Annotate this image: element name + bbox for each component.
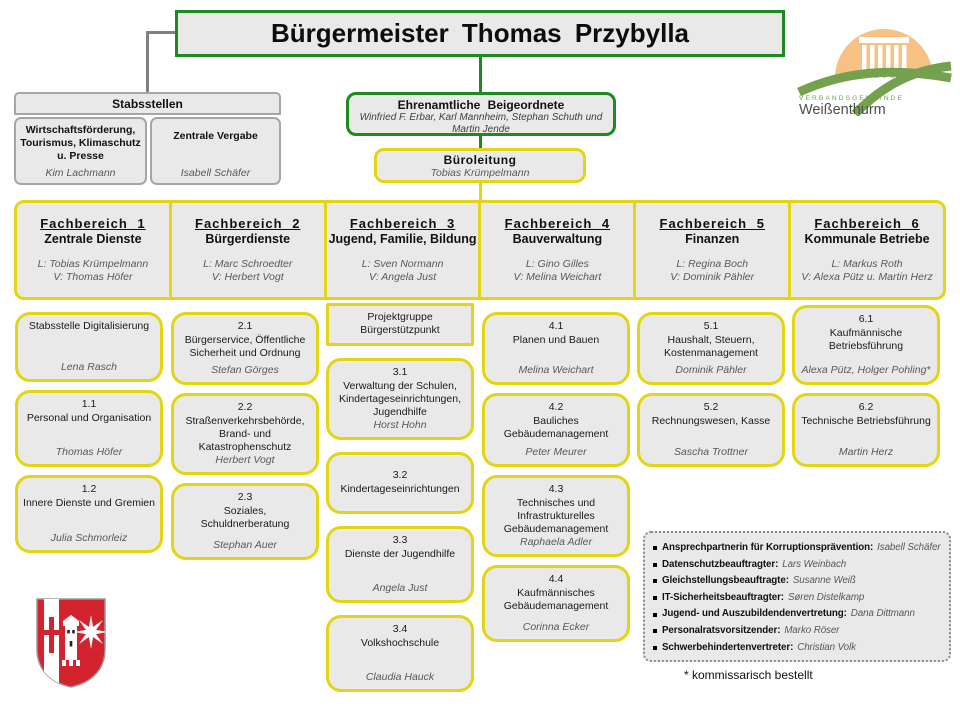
connector-line xyxy=(479,57,482,92)
box-title: Stabsstelle Digitalisierung xyxy=(28,320,150,332)
fachbereich-1-column xyxy=(15,312,163,553)
fachbereich-title: Fachbereich 6 xyxy=(814,216,920,231)
box-person: Peter Meurer xyxy=(525,446,587,458)
org-box-5-1 xyxy=(637,312,785,385)
box-person: Melina Weichart xyxy=(518,364,594,376)
box-person: Raphaela Adler xyxy=(520,536,592,549)
fachbereich-3-header xyxy=(324,203,479,297)
box-title: Kaufmännisches Gebäudemanagement xyxy=(503,586,609,612)
shield-star xyxy=(74,615,108,649)
bueroleitung-box xyxy=(374,148,586,183)
officer-role: Personalratsvorsitzender: xyxy=(662,624,781,636)
box-number: 4.4 xyxy=(548,573,564,586)
officer-name: Christian Volk xyxy=(797,641,856,653)
connector-line xyxy=(146,31,177,34)
fachbereich-6-column xyxy=(792,305,940,467)
deputy-line: V: Thomas Höfer xyxy=(53,271,133,284)
box-number: 1.2 xyxy=(81,483,97,495)
deputy-line: V: Angela Just xyxy=(369,271,437,284)
box-title: Ehrenamtliche Beigeordnete xyxy=(397,98,565,112)
officer-row xyxy=(653,640,943,657)
logo-swoosh-1 xyxy=(799,72,951,92)
projektgruppe-box xyxy=(326,303,474,346)
fachbereich-5-column xyxy=(637,312,785,467)
officer-role: Jugend- und Auszubildendenvertretung: xyxy=(662,608,847,620)
fachbereich-4-column xyxy=(482,312,630,642)
org-box-3-4 xyxy=(326,615,474,692)
org-box-1-1 xyxy=(15,390,163,467)
org-box-2-2 xyxy=(171,393,319,475)
officer-row xyxy=(653,540,943,557)
box-person: Dominik Pähler xyxy=(675,364,747,376)
leader-line: L: Regina Boch xyxy=(676,257,749,270)
box-title: Kaufmännische Betriebsführung xyxy=(828,326,904,352)
box-person: Stefan Görges xyxy=(211,364,279,376)
box-number: 5.1 xyxy=(703,320,719,332)
officer-role: Gleichstellungsbeauftragte: xyxy=(662,575,789,587)
officer-row xyxy=(653,573,943,590)
box-number: 2.3 xyxy=(237,491,253,504)
box-number: 3.1 xyxy=(392,366,408,379)
box-number: 6.1 xyxy=(858,313,874,325)
box-title: Projektgruppe Bürgerstützpunkt xyxy=(360,311,440,337)
fachbereich-title: Fachbereich 2 xyxy=(195,216,301,231)
stab-box-wirtschaftsfoerderung xyxy=(14,117,147,185)
officer-row xyxy=(653,606,943,623)
officer-role: Ansprechpartnerin für Korruptionsprävention: xyxy=(662,542,874,553)
connector-line xyxy=(479,136,482,148)
box-person: Julia Schmorleiz xyxy=(50,532,128,544)
leader-line: L: Gino Gilles xyxy=(525,257,589,270)
officer-name: Dana Dittmann xyxy=(850,608,915,620)
org-box-1-2 xyxy=(15,475,163,553)
box-title: Personal und Organisation xyxy=(26,411,152,424)
box-person: Corinna Ecker xyxy=(522,621,590,634)
fachbereich-4-header xyxy=(478,203,633,297)
org-box-4-2 xyxy=(482,393,630,467)
box-title: Büroleitung xyxy=(443,153,517,167)
fachbereich-2-header xyxy=(169,203,324,297)
officer-name: Lars Weinbach xyxy=(782,558,847,570)
box-number: 3.2 xyxy=(392,469,408,482)
deputy-line: V: Alexa Pütz u. Martin Herz xyxy=(801,271,933,284)
bullet-icon xyxy=(653,613,657,617)
fachbereich-2-column xyxy=(171,312,319,560)
fachbereich-title: Fachbereich 1 xyxy=(40,216,146,231)
box-person: Stephan Auer xyxy=(213,539,277,552)
bullet-icon xyxy=(653,629,657,633)
box-person: Herbert Vogt xyxy=(215,454,275,467)
box-number: 2.2 xyxy=(237,401,253,413)
box-person: Isabell Schäfer xyxy=(180,167,251,179)
deputy-line: V: Herbert Vogt xyxy=(211,271,284,284)
box-person: Lena Rasch xyxy=(60,361,118,373)
connector-line xyxy=(479,183,482,200)
org-box-4-4 xyxy=(482,565,630,642)
box-title: Straßenverkehrsbehörde, Brand- und Katastrophenschutz xyxy=(185,414,305,453)
box-person: Winfried F. Erbar, Karl Mannheim, Stephan Schuth und Martin Jende xyxy=(359,112,603,135)
box-person: Tobias Krümpelmann xyxy=(430,167,530,179)
officer-name: Susanne Weiß xyxy=(792,575,856,587)
box-number: 2.1 xyxy=(237,320,253,332)
box-number: 6.2 xyxy=(858,401,874,413)
box-person: Thomas Höfer xyxy=(55,446,123,458)
box-title: Rechnungswesen, Kasse xyxy=(651,414,771,427)
bullet-icon xyxy=(653,563,657,567)
fachbereich-3-column xyxy=(326,303,474,692)
box-title: Dienste der Jugendhilfe xyxy=(344,547,456,560)
fachbereich-subtitle: Kommunale Betriebe xyxy=(804,232,930,246)
logo-line1: VERBANDSGEMEINDE xyxy=(799,95,905,102)
box-person: Martin Herz xyxy=(838,446,894,458)
box-person: Alexa Pütz, Holger Pohling* xyxy=(801,364,931,376)
fachbereich-6-header xyxy=(788,203,943,297)
box-title: Verwaltung der Schulen, Kindertageseinrichtungen, Jugendhilfe xyxy=(338,379,461,419)
box-person: Horst Hohn xyxy=(373,419,427,432)
box-title: Volkshochschule xyxy=(360,636,440,649)
box-title: Bürgerservice, Öffentliche Sicherheit und Ordnung xyxy=(184,333,306,359)
box-person: Sascha Trottner xyxy=(674,446,748,458)
fachbereich-header-row xyxy=(14,200,946,300)
fachbereich-title: Fachbereich 4 xyxy=(504,216,611,231)
officer-name: Isabell Schäfer xyxy=(877,542,941,553)
org-box-2-3 xyxy=(171,483,319,560)
box-title: Planen und Bauen xyxy=(512,333,600,346)
fachbereich-subtitle: Jugend, Familie, Bildung xyxy=(328,232,477,246)
box-title: Innere Dienste und Gremien xyxy=(23,496,155,509)
officer-role: IT-Sicherheitsbeauftragter: xyxy=(662,591,784,603)
bullet-icon xyxy=(653,579,657,583)
officer-row xyxy=(653,623,943,640)
box-title: Haushalt, Steuern, Kostenmanagement xyxy=(664,333,758,359)
box-number: 4.1 xyxy=(548,320,564,332)
officer-row xyxy=(653,557,943,574)
box-person: Claudia Hauck xyxy=(365,671,435,684)
bullet-icon xyxy=(653,546,657,550)
logo-architrave xyxy=(859,37,909,43)
page-title xyxy=(175,10,785,57)
box-title: Kindertageseinrichtungen xyxy=(340,483,460,496)
box-title: Soziales, Schuldnerberatung xyxy=(200,504,290,530)
officer-role: Schwerbehindertenvertreter: xyxy=(662,641,794,653)
mayor-title-text: Bürgermeister Thomas Przybylla xyxy=(270,18,690,48)
leader-line: L: Tobias Krümpelmann xyxy=(37,257,149,270)
coat-of-arms xyxy=(34,597,108,689)
org-box-6-2 xyxy=(792,393,940,467)
officer-name: Søren Distelkamp xyxy=(787,591,865,603)
fachbereich-1-header xyxy=(17,203,169,297)
org-box-5-2 xyxy=(637,393,785,467)
stabsstellen-header-label: Stabsstellen xyxy=(112,96,183,111)
fachbereich-subtitle: Finanzen xyxy=(685,232,740,246)
box-person: Kim Lachmann xyxy=(45,167,116,179)
fachbereich-subtitle: Zentrale Dienste xyxy=(44,232,142,246)
bullet-icon xyxy=(653,646,657,650)
box-number: 4.3 xyxy=(548,483,564,495)
org-box-4-3 xyxy=(482,475,630,557)
logo-line2: Weißenthurm xyxy=(799,102,886,116)
connector-line xyxy=(146,31,149,92)
deputy-line: V: Dominik Pähler xyxy=(670,271,755,284)
fachbereich-title: Fachbereich 3 xyxy=(349,216,456,231)
officers-box xyxy=(643,531,951,662)
org-box-stabsstelle-digitalisierung xyxy=(15,312,163,382)
footnote: * kommissarisch bestellt xyxy=(684,668,813,682)
verbandsgemeinde-weissenthurm-logo xyxy=(797,8,953,116)
officer-role: Datenschutzbeauftragter: xyxy=(662,558,779,570)
leader-line: L: Marc Schroedter xyxy=(203,257,293,270)
fachbereich-5-header xyxy=(633,203,788,297)
box-title: Technische Betriebsführung xyxy=(801,414,931,427)
stab-box-zentrale-vergabe xyxy=(150,117,281,185)
beigeordnete-box xyxy=(346,92,616,136)
box-number: 3.4 xyxy=(392,623,408,636)
box-number: 3.3 xyxy=(392,534,408,547)
box-title: Bauliches Gebäudemanagement xyxy=(503,414,609,440)
org-box-4-1 xyxy=(482,312,630,385)
stabsstellen-header xyxy=(14,92,281,115)
box-number: 5.2 xyxy=(703,401,719,413)
box-title: Technisches und Infrastrukturelles Gebäudemanagement xyxy=(503,496,609,535)
box-title: Zentrale Vergabe xyxy=(173,130,258,142)
fachbereich-subtitle: Bauverwaltung xyxy=(512,232,603,246)
officer-row xyxy=(653,590,943,607)
fachbereich-title: Fachbereich 5 xyxy=(659,216,765,231)
leader-line: L: Markus Roth xyxy=(831,257,903,270)
org-box-6-1 xyxy=(792,305,940,385)
org-box-3-2 xyxy=(326,452,474,514)
org-box-2-1 xyxy=(171,312,319,385)
box-person: Angela Just xyxy=(372,582,428,595)
deputy-line: V: Melina Weichart xyxy=(513,271,602,284)
box-number: 4.2 xyxy=(548,401,564,413)
bullet-icon xyxy=(653,596,657,600)
box-number: 1.1 xyxy=(81,398,97,410)
officer-name: Marko Röser xyxy=(784,624,840,636)
org-box-3-3 xyxy=(326,526,474,603)
org-box-3-1 xyxy=(326,358,474,440)
leader-line: L: Sven Normann xyxy=(361,257,444,270)
box-title: Wirtschaftsförderung, Tourismus, Klimaschutz u. Presse xyxy=(20,124,141,163)
fachbereich-subtitle: Bürgerdienste xyxy=(205,232,291,246)
